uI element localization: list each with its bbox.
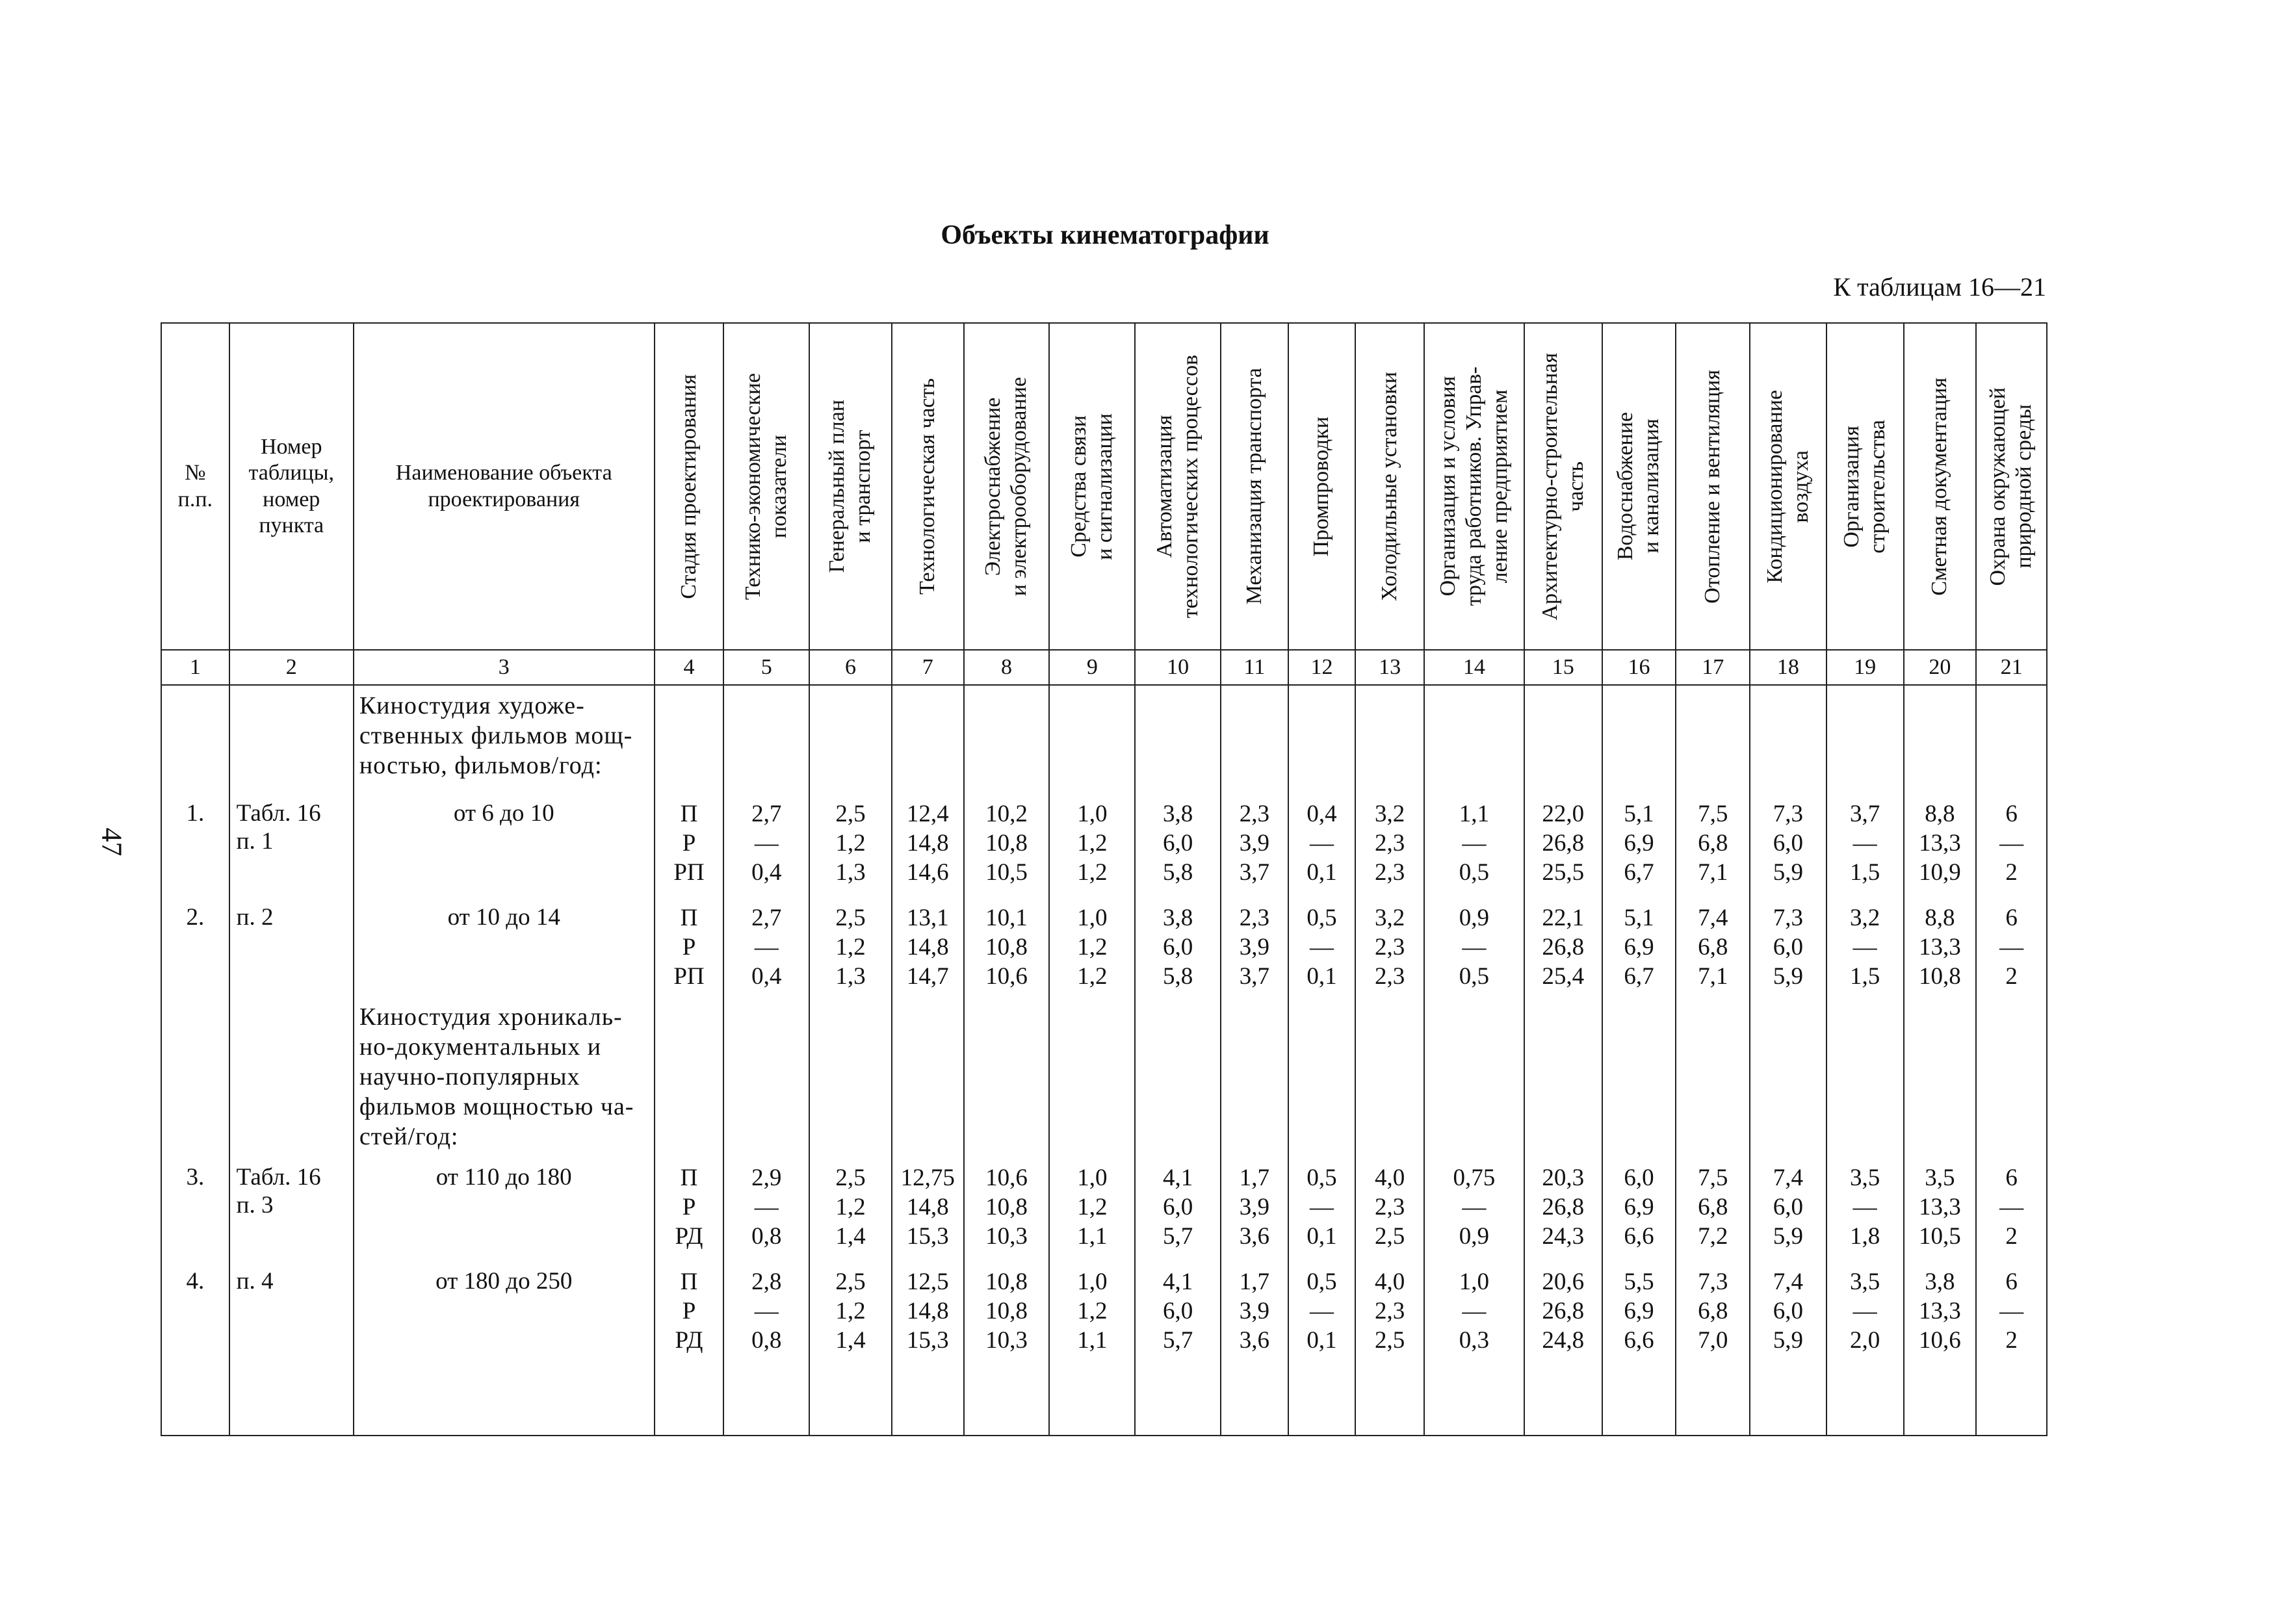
section-row <box>161 685 2047 795</box>
value-cell: 12,5 14,8 15,3 <box>892 1263 964 1436</box>
value-cell: 7,5 6,8 7,2 <box>1676 1159 1750 1263</box>
table-reference-cell: Табл. 16 п. 1 <box>229 795 354 899</box>
object-name: от 6 до 10 <box>354 795 655 899</box>
header-cell: Наименование объекта проектирования <box>354 323 655 650</box>
value-cell: 4,1 6,0 5,7 <box>1135 1263 1221 1436</box>
value-cell: 3,2 2,3 2,3 <box>1355 899 1424 997</box>
value-cell: 1,0 — 0,3 <box>1424 1263 1524 1436</box>
section-title: Киностудия хроникаль- но-документальных и научно-популярных фильмов мощностью ча- стей/год: <box>354 997 655 1159</box>
table-reference: К таблицам 16—21 <box>1833 272 2046 302</box>
value-cell: 22,1 26,8 25,4 <box>1524 899 1602 997</box>
value-cell: П Р РД <box>655 1263 724 1436</box>
column-number: 14 <box>1424 650 1524 685</box>
value-cell: 20,6 26,8 24,8 <box>1524 1263 1602 1436</box>
value-cell: 3,8 6,0 5,8 <box>1135 795 1221 899</box>
header-cell: Кондиционирование воздуха <box>1750 323 1826 650</box>
value-cell: 1,7 3,9 3,6 <box>1221 1159 1288 1263</box>
value-cell: 10,6 10,8 10,3 <box>964 1159 1050 1263</box>
value-cell: 12,75 14,8 15,3 <box>892 1159 964 1263</box>
column-number: 8 <box>964 650 1050 685</box>
value-cell: 2,3 3,9 3,7 <box>1221 899 1288 997</box>
section-row <box>161 997 2047 1159</box>
value-cell: 2,8 — 0,8 <box>723 1263 809 1436</box>
object-name: от 10 до 14 <box>354 899 655 997</box>
value-cell: 0,9 — 0,5 <box>1424 899 1524 997</box>
value-cell: 2,9 — 0,8 <box>723 1159 809 1263</box>
value-cell: 1,0 1,2 1,1 <box>1049 1263 1135 1436</box>
column-number: 7 <box>892 650 964 685</box>
header-cell: Архитектурно-строительная часть <box>1524 323 1602 650</box>
value-cell: 2,7 — 0,4 <box>723 795 809 899</box>
value-cell: 3,7 — 1,5 <box>1826 795 1904 899</box>
value-cell: 6 — 2 <box>1976 1159 2047 1263</box>
header-cell: № п.п. <box>161 323 229 650</box>
column-number: 2 <box>229 650 354 685</box>
value-cell: 7,3 6,0 5,9 <box>1750 899 1826 997</box>
value-cell: 3,2 2,3 2,3 <box>1355 795 1424 899</box>
column-number: 5 <box>723 650 809 685</box>
column-number: 20 <box>1904 650 1977 685</box>
header-cell: Стадия проектирования <box>655 323 724 650</box>
table-reference-cell: п. 2 <box>229 899 354 997</box>
header-cell: Механизация транспорта <box>1221 323 1288 650</box>
column-number: 9 <box>1049 650 1135 685</box>
value-cell: 3,8 6,0 5,8 <box>1135 899 1221 997</box>
column-number: 10 <box>1135 650 1221 685</box>
value-cell: 6,0 6,9 6,6 <box>1602 1159 1676 1263</box>
column-number-row <box>161 650 2047 685</box>
column-number: 19 <box>1826 650 1904 685</box>
column-number: 15 <box>1524 650 1602 685</box>
value-cell: 4,0 2,3 2,5 <box>1355 1263 1424 1436</box>
column-number: 11 <box>1221 650 1288 685</box>
value-cell: 10,8 10,8 10,3 <box>964 1263 1050 1436</box>
value-cell: 8,8 13,3 10,9 <box>1904 795 1977 899</box>
value-cell: 10,2 10,8 10,5 <box>964 795 1050 899</box>
header-cell: Номер таблицы, номер пункта <box>229 323 354 650</box>
value-cell: 5,1 6,9 6,7 <box>1602 795 1676 899</box>
table-row <box>161 899 2047 997</box>
row-number: 3. <box>161 1159 229 1263</box>
value-cell: 1,7 3,9 3,6 <box>1221 1263 1288 1436</box>
value-cell: 0,5 — 0,1 <box>1288 1159 1356 1263</box>
header-cell: Электроснабжение и электрооборудование <box>964 323 1050 650</box>
value-cell: П Р РП <box>655 899 724 997</box>
value-cell: 0,4 — 0,1 <box>1288 795 1356 899</box>
document-title: Объекты кинематографии <box>941 220 1269 250</box>
column-number: 21 <box>1976 650 2047 685</box>
value-cell: 5,5 6,9 6,6 <box>1602 1263 1676 1436</box>
value-cell: 0,5 — 0,1 <box>1288 899 1356 997</box>
value-cell: 0,75 — 0,9 <box>1424 1159 1524 1263</box>
value-cell: 6 — 2 <box>1976 795 2047 899</box>
table-row <box>161 1159 2047 1263</box>
column-number: 16 <box>1602 650 1676 685</box>
column-number: 12 <box>1288 650 1356 685</box>
value-cell: 2,7 — 0,4 <box>723 899 809 997</box>
value-cell: 7,3 6,8 7,0 <box>1676 1263 1750 1436</box>
header-cell: Средства связи и сигнализации <box>1049 323 1135 650</box>
table-body <box>161 685 2047 1436</box>
row-number: 2. <box>161 899 229 997</box>
value-cell: 8,8 13,3 10,8 <box>1904 899 1977 997</box>
value-cell: 20,3 26,8 24,3 <box>1524 1159 1602 1263</box>
header-cell: Охрана окружающей природной среды <box>1976 323 2047 650</box>
header-cell: Генеральный план и транспорт <box>809 323 892 650</box>
table-row <box>161 1263 2047 1436</box>
value-cell: 4,0 2,3 2,5 <box>1355 1159 1424 1263</box>
value-cell: 3,5 13,3 10,5 <box>1904 1159 1977 1263</box>
value-cell: П Р РД <box>655 1159 724 1263</box>
value-cell: 2,5 1,2 1,3 <box>809 795 892 899</box>
value-cell: 3,2 — 1,5 <box>1826 899 1904 997</box>
column-number: 3 <box>354 650 655 685</box>
header-cell: Холодильные установки <box>1355 323 1424 650</box>
column-number: 18 <box>1750 650 1826 685</box>
value-cell: 4,1 6,0 5,7 <box>1135 1159 1221 1263</box>
table-row <box>161 795 2047 899</box>
header-cell: Отопление и вентиляция <box>1676 323 1750 650</box>
value-cell: 2,5 1,2 1,3 <box>809 899 892 997</box>
value-cell: 1,0 1,2 1,2 <box>1049 899 1135 997</box>
header-cell: Сметная документация <box>1904 323 1977 650</box>
section-title: Киностудия художе- ственных фильмов мощ- ностью, фильмов/год: <box>354 685 655 795</box>
value-cell: 7,5 6,8 7,1 <box>1676 795 1750 899</box>
row-number: 4. <box>161 1263 229 1436</box>
header-cell: Водоснабжение и канализация <box>1602 323 1676 650</box>
column-number: 1 <box>161 650 229 685</box>
design-share-table <box>161 322 2048 1436</box>
table-reference-cell: п. 4 <box>229 1263 354 1436</box>
header-cell: Технико-экономические показатели <box>723 323 809 650</box>
header-cell: Технологическая часть <box>892 323 964 650</box>
header-cell: Автоматизация технологических процессов <box>1135 323 1221 650</box>
page-number: 47 <box>96 827 128 857</box>
value-cell: 1,0 1,2 1,1 <box>1049 1159 1135 1263</box>
value-cell: 13,1 14,8 14,7 <box>892 899 964 997</box>
header-row <box>161 323 2047 650</box>
row-number: 1. <box>161 795 229 899</box>
object-name: от 110 до 180 <box>354 1159 655 1263</box>
value-cell: 3,8 13,3 10,6 <box>1904 1263 1977 1436</box>
value-cell: 2,5 1,2 1,4 <box>809 1159 892 1263</box>
value-cell: 0,5 — 0,1 <box>1288 1263 1356 1436</box>
column-number: 17 <box>1676 650 1750 685</box>
value-cell: 12,4 14,8 14,6 <box>892 795 964 899</box>
column-number: 6 <box>809 650 892 685</box>
table-reference-cell: Табл. 16 п. 3 <box>229 1159 354 1263</box>
value-cell: 5,1 6,9 6,7 <box>1602 899 1676 997</box>
value-cell: 7,4 6,0 5,9 <box>1750 1263 1826 1436</box>
value-cell: 3,5 — 1,8 <box>1826 1159 1904 1263</box>
value-cell: 22,0 26,8 25,5 <box>1524 795 1602 899</box>
header-cell: Организация и условия труда работников. Управ- ление предприятием <box>1424 323 1524 650</box>
column-number: 13 <box>1355 650 1424 685</box>
column-number: 4 <box>655 650 724 685</box>
value-cell: 10,1 10,8 10,6 <box>964 899 1050 997</box>
value-cell: 7,4 6,0 5,9 <box>1750 1159 1826 1263</box>
value-cell: 6 — 2 <box>1976 1263 2047 1436</box>
header-cell: Организация строительства <box>1826 323 1904 650</box>
value-cell: 1,0 1,2 1,2 <box>1049 795 1135 899</box>
value-cell: 6 — 2 <box>1976 899 2047 997</box>
value-cell: 2,3 3,9 3,7 <box>1221 795 1288 899</box>
value-cell: 7,4 6,8 7,1 <box>1676 899 1750 997</box>
value-cell: П Р РП <box>655 795 724 899</box>
value-cell: 7,3 6,0 5,9 <box>1750 795 1826 899</box>
value-cell: 2,5 1,2 1,4 <box>809 1263 892 1436</box>
object-name: от 180 до 250 <box>354 1263 655 1436</box>
value-cell: 1,1 — 0,5 <box>1424 795 1524 899</box>
value-cell: 3,5 — 2,0 <box>1826 1263 1904 1436</box>
header-cell: Промпроводки <box>1288 323 1356 650</box>
